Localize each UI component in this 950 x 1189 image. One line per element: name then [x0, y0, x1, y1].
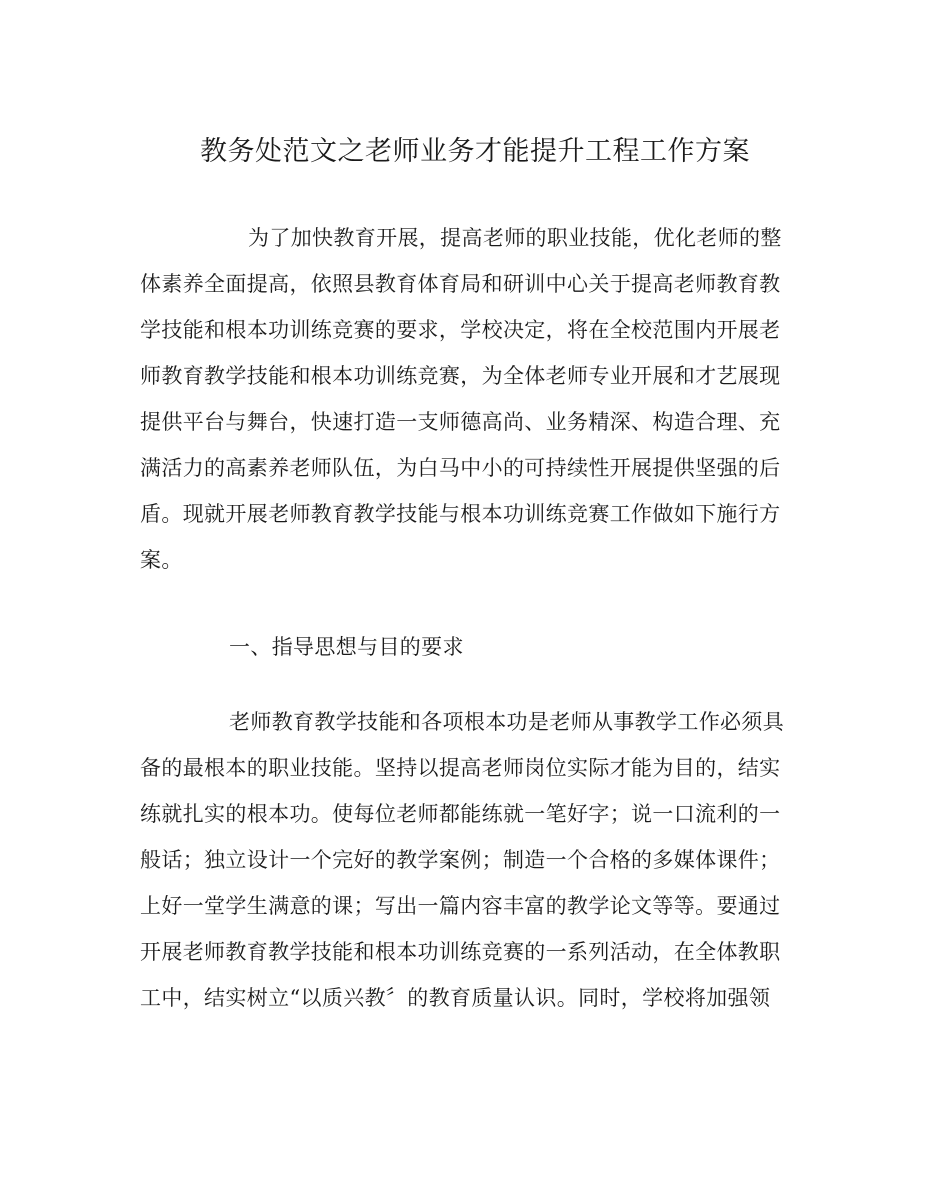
paragraph-2-line-7: 工中，结实树立“以质兴教〞的教育质量认识。同时，学校将加强领 [140, 986, 771, 1010]
section-heading: 一、指导思想与目的要求 [229, 635, 464, 659]
paragraph-2-line-1: 老师教育教学技能和各项根本功是老师从事教学工作必须具 [229, 710, 785, 734]
paragraph-1-line-3: 学技能和根本功训练竞赛的要求，学校决定，将在全校范围内开展老 [140, 318, 781, 342]
paragraph-1-line-7: 盾。现就开展老师教育教学技能与根本功训练竞赛工作做如下施行方 [140, 502, 781, 526]
paragraph-2-line-4: 般话；独立设计一个完好的教学案例；制造一个合格的多媒体课件； [140, 848, 781, 872]
paragraph-1-line-6: 满活力的高素养老师队伍，为白马中小的可持续性开展提供坚强的后 [140, 456, 781, 480]
paragraph-1-line-2: 体素养全面提高，依照县教育体育局和研训中心关于提高老师教育教 [140, 272, 781, 296]
paragraph-1-line-5: 提供平台与舞台，快速打造一支师德高尚、业务精深、构造合理、充 [140, 410, 781, 434]
paragraph-2-line-3: 练就扎实的根本功。使每位老师都能练就一笔好字；说一口流利的一 [140, 802, 781, 826]
document-title: 教务处范文之老师业务才能提升工程工作方案 [200, 136, 750, 167]
paragraph-2-line-2: 备的最根本的职业技能。坚持以提高老师岗位实际才能为目的，结实 [140, 756, 781, 780]
paragraph-1-line-1: 为了加快教育开展，提高老师的职业技能，优化老师的整 [248, 226, 782, 250]
paragraph-1-line-4: 师教育教学技能和根本功训练竞赛，为全体老师专业开展和才艺展现 [140, 364, 781, 388]
paragraph-2-line-6: 开展老师教育教学技能和根本功训练竞赛的一系列活动，在全体教职 [140, 940, 781, 964]
paragraph-1-line-8: 案。 [140, 548, 183, 572]
paragraph-2-line-5: 上好一堂学生满意的课；写出一篇内容丰富的教学论文等等。要通过 [140, 894, 781, 918]
